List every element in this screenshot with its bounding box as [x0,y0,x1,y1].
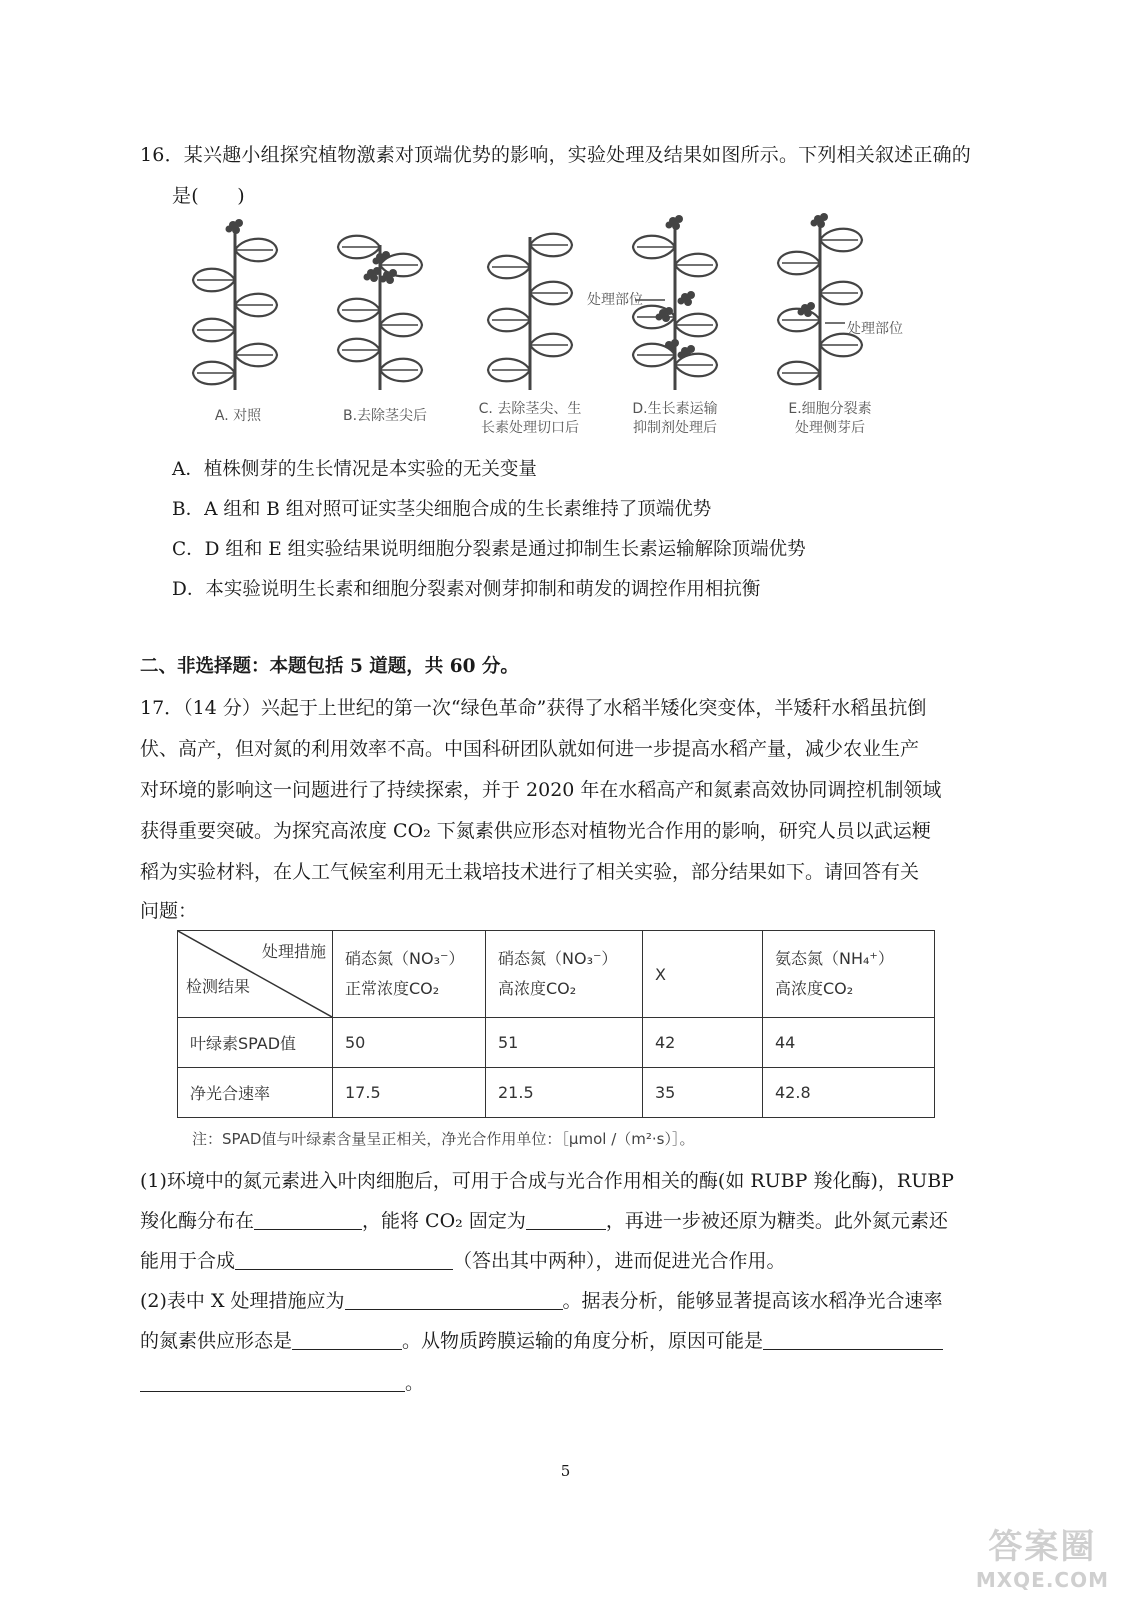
plant-a [193,219,277,390]
plant-c [488,234,572,390]
caption-b: B.去除茎尖后 [342,408,428,424]
caption-c-1: C. 去除茎尖、生 [478,401,582,417]
q17-line-6: 问题： [140,900,198,922]
q17-sub2-line1: (2)表中 X 处理措施应为 。据表分析，能够显著提高该水稻净光合速率 [140,1290,943,1312]
q17-sub1-line3: 能用于合成 （答出其中两种），进而促进光合作用。 [140,1250,786,1272]
section-title: 二、非选择题：本题包括 5 道题，共 60 分。 [140,656,519,677]
table-header-col-2: 硝态氮（NO₃⁻） 高浓度CO₂ [486,931,643,1018]
q16-stem-line1: 16．某兴趣小组探究植物激素对顶端优势的影响，实验处理及结果如图所示。下列相关叙述正确的 [140,144,971,166]
watermark-url: MXQE.COM [975,1568,1109,1592]
q16-stem-line2: 是( ) [172,185,245,207]
table-cell: 44 [763,1018,935,1068]
table-cell: 35 [643,1068,763,1118]
table-note: 注：SPAD值与叶绿素含量呈正相关，净光合作用单位：［μmol /（m²·s）］。 [192,1130,695,1148]
answer-blank-7[interactable] [140,1373,405,1392]
q16-option-a: A．植株侧芽的生长情况是本实验的无关变量 [172,459,537,480]
table-header-col-4: 氨态氮（NH₄⁺） 高浓度CO₂ [763,931,935,1018]
q16-option-c: C．D 组和 E 组实验结果说明细胞分裂素是通过抑制生长素运输解除顶端优势 [172,539,806,560]
answer-blank-3[interactable] [235,1251,453,1270]
plant-b [338,236,422,390]
row-label-spad: 叶绿素SPAD值 [178,1018,333,1068]
plant-e [778,213,862,390]
caption-c-2: 长素处理切口后 [481,420,579,436]
caption-d-1: D.生长素运输 [632,401,718,417]
treat-label-d: 处理部位 [587,292,643,308]
table-cell: 17.5 [333,1068,486,1118]
q17-line-1: 17．（14 分）兴起于上世纪的第一次“绿色革命”获得了水稻半矮化突变体，半矮秆水稻虽抗倒 [140,697,927,719]
table-cell: 42 [643,1018,763,1068]
caption-d-2: 抑制剂处理后 [633,420,717,436]
table-row [178,1068,935,1118]
corner-bottom-label: 检测结果 [186,977,251,996]
corner-top-label: 处理措施 [261,942,326,961]
q16-option-b: B．A 组和 B 组对照可证实茎尖细胞合成的生长素维持了顶端优势 [172,499,712,520]
q17-line-5: 稻为实验材料，在人工气候室利用无土栽培技术进行了相关实验，部分结果如下。请回答有关 [140,861,920,883]
table-corner-cell [178,931,333,1018]
table-cell: 42.8 [763,1068,935,1118]
q17-line-4: 获得重要突破。为探究高浓度 CO₂ 下氮素供应形态对植物光合作用的影响，研究人员以武运粳 [140,820,931,842]
table-header-row [178,931,935,1018]
answer-blank-5[interactable] [292,1331,402,1350]
q16-option-d: D．本实验说明生长素和细胞分裂素对侧芽抑制和萌发的调控作用相抗衡 [172,579,761,600]
answer-blank-1[interactable] [254,1211,362,1230]
table-row [178,1018,935,1068]
result-table [177,930,935,1118]
caption-e-1: E.细胞分裂素 [788,401,872,417]
q17-sub2-line3: 。 [140,1368,424,1395]
treat-label-e: 处理部位 [847,321,903,337]
row-label-photosynthesis: 净光合速率 [178,1068,333,1118]
answer-blank-4[interactable] [345,1291,563,1310]
watermark [976,1519,1109,1592]
table-cell: 50 [333,1018,486,1068]
table-cell: 21.5 [486,1068,643,1118]
page-number: 5 [560,1462,571,1480]
caption-e-2: 处理侧芽后 [795,420,865,436]
q17-line-3: 对环境的影响这一问题进行了持续探索，并于 2020 年在水稻高产和氮素高效协同调控机制领域 [140,779,942,801]
plant-d [633,215,717,390]
q17-sub2-line2: 的氮素供应形态是 。从物质跨膜运输的角度分析，原因可能是 [140,1326,943,1353]
table-header-col-1: 硝态氮（NO₃⁻） 正常浓度CO₂ [333,931,486,1018]
table-cell: 51 [486,1018,643,1068]
plant-figure [185,205,945,445]
table-header-col-3: X [643,931,763,1018]
answer-blank-6[interactable] [763,1331,943,1350]
q17-sub1-line2: 羧化酶分布在 ，能将 CO₂ 固定为 ，再进一步被还原为糖类。此外氮元素还 [140,1210,948,1232]
q17-sub1-line1: (1)环境中的氮元素进入叶肉细胞后，可用于合成与光合作用相关的酶(如 RUBP 羧化酶)，RUBP [140,1170,954,1192]
caption-a: A. 对照 [214,408,262,424]
q17-line-2: 伏、高产，但对氮的利用效率不高。中国科研团队就如何进一步提高水稻产量，减少农业生产 [140,738,920,760]
watermark-logo-text: 答案圈 [988,1527,1097,1567]
answer-blank-2[interactable] [526,1211,606,1230]
